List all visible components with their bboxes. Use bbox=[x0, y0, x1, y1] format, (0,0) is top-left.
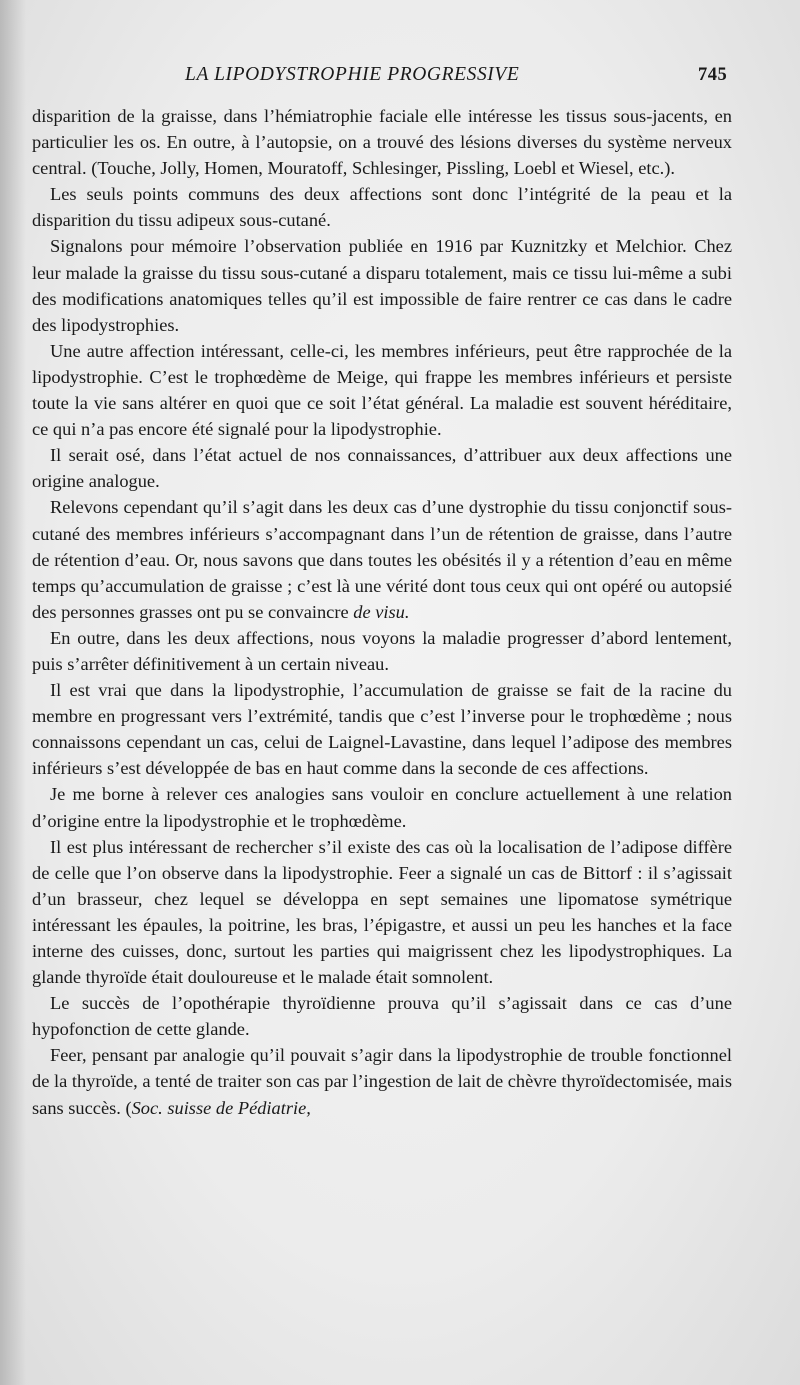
paragraph-1: disparition de la graisse, dans l’hémiatrophie faciale elle intéresse les tissus sous-jacents, en particulier les os. En outre, à l’autopsie, on a trouvé des lésions diverses du système nerveux central. (Touche, Jolly, Homen, Mouratoff, Schlesinger, Pissling, Loebl et Wiesel, etc.). bbox=[32, 106, 732, 179]
running-title: LA LIPODYSTROPHIE PROGRESSIVE bbox=[185, 64, 520, 85]
paragraph-6: Relevons cependant qu’il s’agit dans les deux cas d’une dystrophie du tissu conjonctif sous-cutané des membres inférieurs s’accompagnant dans l’un de rétention de graisse, dans l’autre de rétention d’eau. Or, nous savons que dans toutes les obésités il y a rétention d’eau en même temps qu’accumulation de graisse ; c’est là une vérité dont tous ceux qui ont opéré ou autopsié des personnes grasses ont pu se convaincre de visu. bbox=[32, 497, 732, 622]
paragraph-12: Feer, pensant par analogie qu’il pouvait s’agir dans la lipodystrophie de trouble fonctionnel de la thyroïde, a tenté de traiter son cas par l’ingestion de lait de chèvre thyroïdectomisée, mais sans succès. (Soc. suisse de Pédiatrie, bbox=[32, 1045, 732, 1118]
paragraph-5: Il serait osé, dans l’état actuel de nos connaissances, d’attribuer aux deux affections une origine analogue. bbox=[32, 445, 732, 492]
page-header bbox=[0, 62, 800, 92]
journal-reference: Soc. suisse de Pédiatrie, bbox=[131, 1097, 311, 1118]
paragraph-9: Je me borne à relever ces analogies sans vouloir en conclure actuellement à une relation d’origine entre la lipodystrophie et le trophœdème. bbox=[32, 784, 732, 831]
page-number: 745 bbox=[698, 65, 728, 85]
paragraph-11: Le succès de l’opothérapie thyroïdienne prouva qu’il s’agissait dans ce cas d’une hypofonction de cette glande. bbox=[32, 993, 732, 1040]
binding-shadow bbox=[0, 0, 26, 1385]
paragraph-7: En outre, dans les deux affections, nous voyons la maladie progresser d’abord lentement, puis s’arrêter définitivement à un certain niveau. bbox=[32, 627, 732, 674]
paragraph-2: Les seuls points communs des deux affections sont donc l’intégrité de la peau et la disparition du tissu adipeux sous-cutané. bbox=[32, 184, 732, 231]
body-text bbox=[32, 103, 732, 1121]
paragraph-8: Il est vrai que dans la lipodystrophie, l’accumulation de graisse se fait de la racine du membre en progressant vers l’extrémité, tandis que c’est l’inverse pour le trophœdème ; nous connaissons cependant un cas, celui de Laignel-Lavastine, dans lequel l’adipose des membres inférieurs s’est développée de bas en haut comme dans la seconde de ces affections. bbox=[32, 680, 732, 779]
paragraph-3: Signalons pour mémoire l’observation publiée en 1916 par Kuznitzky et Melchior. Chez leur malade la graisse du tissu sous-cutané a disparu totalement, mais ce tissu lui-même a subi des modifications anatomiques telles qu’il est impossible de faire rentrer ce cas dans le cadre des lipodystrophies. bbox=[32, 236, 732, 335]
paragraph-10: Il est plus intéressant de rechercher s’il existe des cas où la localisation de l’adipose diffère de celle que l’on observe dans la lipodystrophie. Feer a signalé un cas de Bittorf : il s’agissait d’un brasseur, chez lequel se développa en sept semaines une lipomatose symétrique intéressant les épaules, la poitrine, les bras, l’épigastre, et aussi un peu les hanches et la face interne des cuisses, donc, surtout les parties qui maigrissent chez les lipodystrophiques. La glande thyroïde était douloureuse et le malade était somnolent. bbox=[32, 836, 732, 988]
latin-emphasis: de visu. bbox=[353, 601, 410, 622]
paragraph-4: Une autre affection intéressant, celle-ci, les membres inférieurs, peut être rapprochée de la lipodystrophie. C’est le trophœdème de Meige, qui frappe les membres inférieurs et persiste toute la vie sans altérer en quoi que ce soit l’état général. La maladie est souvent héréditaire, ce qui n’a pas encore été signalé pour la lipodystrophie. bbox=[32, 340, 732, 440]
